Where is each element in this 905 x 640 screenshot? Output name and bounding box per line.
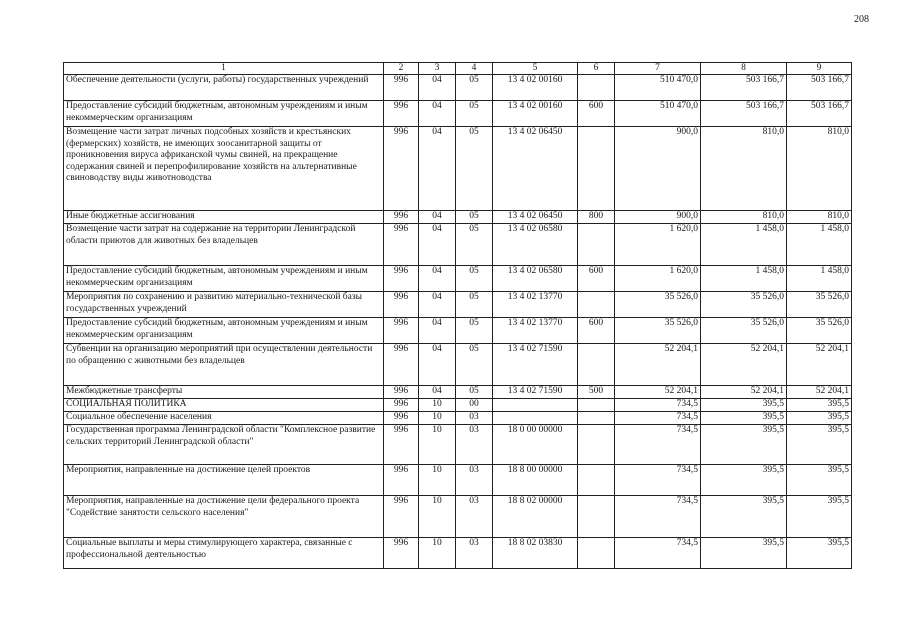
cell-col-year-2: 395,5 bbox=[701, 465, 787, 496]
cell-col-year-1: 1 620,0 bbox=[615, 266, 701, 292]
cell-col-subsection: 03 bbox=[456, 465, 493, 496]
cell-col-year-2: 395,5 bbox=[701, 412, 787, 425]
cell-col-subsection: 05 bbox=[456, 344, 493, 386]
header-col-year-3: 9 bbox=[787, 63, 852, 75]
cell-col-subsection: 05 bbox=[456, 127, 493, 211]
cell-col-year-1: 734,5 bbox=[615, 399, 701, 412]
cell-col-subsection: 03 bbox=[456, 496, 493, 538]
table-body bbox=[64, 75, 852, 569]
cell-col-year-2: 395,5 bbox=[701, 496, 787, 538]
cell-col-name: Мероприятия по сохранению и развитию материально-технической базы государственных учреждений bbox=[64, 292, 384, 318]
cell-col-name: Мероприятия, направленные на достижение целей проектов bbox=[64, 465, 384, 496]
cell-col-target-article: 13 4 02 06580 bbox=[493, 224, 578, 266]
cell-col-subsection: 05 bbox=[456, 211, 493, 224]
table-row bbox=[64, 266, 852, 292]
cell-col-year-3: 35 526,0 bbox=[787, 318, 852, 344]
cell-col-year-3: 52 204,1 bbox=[787, 386, 852, 399]
cell-col-year-3: 35 526,0 bbox=[787, 292, 852, 318]
header-col-name: 1 bbox=[64, 63, 384, 75]
cell-col-section: 04 bbox=[419, 211, 456, 224]
cell-col-section: 10 bbox=[419, 425, 456, 465]
cell-col-name: Государственная программа Ленинградской области "Комплексное развитие сельских территорий Ленинградской области" bbox=[64, 425, 384, 465]
cell-col-section: 04 bbox=[419, 386, 456, 399]
table-row bbox=[64, 425, 852, 465]
cell-col-year-1: 900,0 bbox=[615, 211, 701, 224]
cell-col-expense-type: 500 bbox=[578, 386, 615, 399]
cell-col-name: Социальные выплаты и меры стимулирующего характера, связанные с профессиональной деятельностью bbox=[64, 538, 384, 569]
cell-col-name: СОЦИАЛЬНАЯ ПОЛИТИКА bbox=[64, 399, 384, 412]
cell-col-expense-type: 600 bbox=[578, 318, 615, 344]
cell-col-expense-type bbox=[578, 399, 615, 412]
cell-col-year-1: 734,5 bbox=[615, 425, 701, 465]
cell-col-year-2: 395,5 bbox=[701, 538, 787, 569]
cell-col-ministry: 996 bbox=[384, 538, 419, 569]
cell-col-year-3: 810,0 bbox=[787, 127, 852, 211]
cell-col-subsection: 05 bbox=[456, 318, 493, 344]
cell-col-year-3: 395,5 bbox=[787, 425, 852, 465]
cell-col-target-article bbox=[493, 399, 578, 412]
table-row bbox=[64, 127, 852, 211]
cell-col-name: Иные бюджетные ассигнования bbox=[64, 211, 384, 224]
cell-col-year-3: 395,5 bbox=[787, 399, 852, 412]
cell-col-ministry: 996 bbox=[384, 344, 419, 386]
cell-col-section: 04 bbox=[419, 224, 456, 266]
cell-col-subsection: 05 bbox=[456, 224, 493, 266]
cell-col-expense-type: 600 bbox=[578, 101, 615, 127]
cell-col-year-1: 510 470,0 bbox=[615, 101, 701, 127]
cell-col-target-article: 13 4 02 00160 bbox=[493, 75, 578, 101]
header-col-expense-type: 6 bbox=[578, 63, 615, 75]
cell-col-section: 04 bbox=[419, 127, 456, 211]
cell-col-target-article bbox=[493, 412, 578, 425]
cell-col-year-2: 52 204,1 bbox=[701, 386, 787, 399]
cell-col-name: Обеспечение деятельности (услуги, работы) государственных учреждений bbox=[64, 75, 384, 101]
cell-col-subsection: 05 bbox=[456, 101, 493, 127]
cell-col-target-article: 18 8 00 00000 bbox=[493, 465, 578, 496]
cell-col-year-2: 35 526,0 bbox=[701, 292, 787, 318]
cell-col-subsection: 03 bbox=[456, 412, 493, 425]
cell-col-year-3: 395,5 bbox=[787, 496, 852, 538]
cell-col-year-1: 900,0 bbox=[615, 127, 701, 211]
cell-col-ministry: 996 bbox=[384, 425, 419, 465]
cell-col-ministry: 996 bbox=[384, 496, 419, 538]
header-row bbox=[64, 63, 852, 75]
cell-col-target-article: 13 4 02 00160 bbox=[493, 101, 578, 127]
cell-col-year-3: 395,5 bbox=[787, 538, 852, 569]
page-number: 208 bbox=[854, 14, 869, 25]
table-row bbox=[64, 344, 852, 386]
cell-col-year-3: 1 458,0 bbox=[787, 266, 852, 292]
cell-col-year-2: 1 458,0 bbox=[701, 224, 787, 266]
cell-col-expense-type bbox=[578, 496, 615, 538]
cell-col-subsection: 03 bbox=[456, 425, 493, 465]
cell-col-ministry: 996 bbox=[384, 399, 419, 412]
cell-col-expense-type bbox=[578, 344, 615, 386]
cell-col-expense-type: 800 bbox=[578, 211, 615, 224]
header-col-subsection: 4 bbox=[456, 63, 493, 75]
cell-col-subsection: 05 bbox=[456, 386, 493, 399]
cell-col-year-1: 510 470,0 bbox=[615, 75, 701, 101]
cell-col-target-article: 18 0 00 00000 bbox=[493, 425, 578, 465]
table-row bbox=[64, 386, 852, 399]
cell-col-ministry: 996 bbox=[384, 224, 419, 266]
table-row bbox=[64, 75, 852, 101]
cell-col-ministry: 996 bbox=[384, 211, 419, 224]
cell-col-year-1: 52 204,1 bbox=[615, 344, 701, 386]
cell-col-target-article: 18 8 02 03830 bbox=[493, 538, 578, 569]
cell-col-section: 10 bbox=[419, 538, 456, 569]
cell-col-section: 04 bbox=[419, 292, 456, 318]
cell-col-year-3: 52 204,1 bbox=[787, 344, 852, 386]
table-row bbox=[64, 465, 852, 496]
cell-col-year-3: 1 458,0 bbox=[787, 224, 852, 266]
table-row bbox=[64, 412, 852, 425]
header-col-ministry: 2 bbox=[384, 63, 419, 75]
cell-col-ministry: 996 bbox=[384, 386, 419, 399]
cell-col-target-article: 13 4 02 06450 bbox=[493, 127, 578, 211]
cell-col-subsection: 05 bbox=[456, 75, 493, 101]
cell-col-section: 04 bbox=[419, 75, 456, 101]
header-col-section: 3 bbox=[419, 63, 456, 75]
cell-col-name: Предоставление субсидий бюджетным, автономным учреждениям и иным некоммерческим организациям bbox=[64, 266, 384, 292]
cell-col-section: 04 bbox=[419, 101, 456, 127]
cell-col-subsection: 00 bbox=[456, 399, 493, 412]
cell-col-ministry: 996 bbox=[384, 75, 419, 101]
cell-col-name: Межбюджетные трансферты bbox=[64, 386, 384, 399]
cell-col-expense-type bbox=[578, 465, 615, 496]
budget-table bbox=[63, 62, 852, 569]
cell-col-year-1: 734,5 bbox=[615, 496, 701, 538]
cell-col-name: Возмещение части затрат личных подсобных хозяйств и крестьянских (фермерских) хозяйств, не имеющих зоосанитарной защиты от проникновения вируса африканской чумы свиней, на прекращение содержания свиней и перепрофилирование хозяйств на альтернативные свиноводству виды животноводства bbox=[64, 127, 384, 211]
cell-col-section: 04 bbox=[419, 318, 456, 344]
cell-col-year-2: 395,5 bbox=[701, 425, 787, 465]
cell-col-year-1: 35 526,0 bbox=[615, 318, 701, 344]
cell-col-section: 10 bbox=[419, 496, 456, 538]
cell-col-year-3: 503 166,7 bbox=[787, 75, 852, 101]
cell-col-subsection: 05 bbox=[456, 292, 493, 318]
cell-col-expense-type bbox=[578, 412, 615, 425]
cell-col-expense-type: 600 bbox=[578, 266, 615, 292]
cell-col-year-2: 810,0 bbox=[701, 127, 787, 211]
cell-col-name: Предоставление субсидий бюджетным, автономным учреждениям и иным некоммерческим организациям bbox=[64, 318, 384, 344]
cell-col-year-3: 395,5 bbox=[787, 465, 852, 496]
cell-col-target-article: 13 4 02 71590 bbox=[493, 386, 578, 399]
header-col-year-2: 8 bbox=[701, 63, 787, 75]
cell-col-target-article: 13 4 02 06450 bbox=[493, 211, 578, 224]
cell-col-ministry: 996 bbox=[384, 465, 419, 496]
cell-col-year-2: 395,5 bbox=[701, 399, 787, 412]
table-row bbox=[64, 101, 852, 127]
cell-col-year-1: 734,5 bbox=[615, 538, 701, 569]
cell-col-subsection: 03 bbox=[456, 538, 493, 569]
cell-col-target-article: 13 4 02 06580 bbox=[493, 266, 578, 292]
cell-col-expense-type bbox=[578, 292, 615, 318]
cell-col-section: 10 bbox=[419, 412, 456, 425]
cell-col-year-2: 810,0 bbox=[701, 211, 787, 224]
table-row bbox=[64, 224, 852, 266]
header-col-target-article: 5 bbox=[493, 63, 578, 75]
cell-col-year-1: 734,5 bbox=[615, 465, 701, 496]
cell-col-expense-type bbox=[578, 425, 615, 465]
cell-col-year-1: 1 620,0 bbox=[615, 224, 701, 266]
cell-col-name: Предоставление субсидий бюджетным, автономным учреждениям и иным некоммерческим организациям bbox=[64, 101, 384, 127]
cell-col-ministry: 996 bbox=[384, 412, 419, 425]
cell-col-ministry: 996 bbox=[384, 318, 419, 344]
cell-col-ministry: 996 bbox=[384, 101, 419, 127]
cell-col-name: Социальное обеспечение населения bbox=[64, 412, 384, 425]
cell-col-ministry: 996 bbox=[384, 292, 419, 318]
table-row bbox=[64, 318, 852, 344]
table-row bbox=[64, 292, 852, 318]
cell-col-year-3: 503 166,7 bbox=[787, 101, 852, 127]
cell-col-name: Возмещение части затрат на содержание на территории Ленинградской области приютов для животных без владельцев bbox=[64, 224, 384, 266]
cell-col-target-article: 13 4 02 13770 bbox=[493, 318, 578, 344]
cell-col-year-1: 734,5 bbox=[615, 412, 701, 425]
cell-col-year-2: 1 458,0 bbox=[701, 266, 787, 292]
cell-col-name: Субвенции на организацию мероприятий при осуществлении деятельности по обращению с животными без владельцев bbox=[64, 344, 384, 386]
cell-col-year-3: 810,0 bbox=[787, 211, 852, 224]
cell-col-year-2: 503 166,7 bbox=[701, 75, 787, 101]
cell-col-expense-type bbox=[578, 75, 615, 101]
header-col-year-1: 7 bbox=[615, 63, 701, 75]
table-row bbox=[64, 496, 852, 538]
cell-col-ministry: 996 bbox=[384, 266, 419, 292]
cell-col-year-2: 52 204,1 bbox=[701, 344, 787, 386]
cell-col-target-article: 13 4 02 71590 bbox=[493, 344, 578, 386]
cell-col-target-article: 18 8 02 00000 bbox=[493, 496, 578, 538]
cell-col-expense-type bbox=[578, 224, 615, 266]
cell-col-subsection: 05 bbox=[456, 266, 493, 292]
cell-col-section: 04 bbox=[419, 266, 456, 292]
cell-col-target-article: 13 4 02 13770 bbox=[493, 292, 578, 318]
cell-col-name: Мероприятия, направленные на достижение цели федерального проекта "Содействие занятости сельского населения" bbox=[64, 496, 384, 538]
cell-col-year-3: 395,5 bbox=[787, 412, 852, 425]
table-row bbox=[64, 538, 852, 569]
cell-col-expense-type bbox=[578, 127, 615, 211]
cell-col-expense-type bbox=[578, 538, 615, 569]
cell-col-year-1: 52 204,1 bbox=[615, 386, 701, 399]
cell-col-year-2: 503 166,7 bbox=[701, 101, 787, 127]
cell-col-section: 04 bbox=[419, 344, 456, 386]
table-row bbox=[64, 211, 852, 224]
cell-col-section: 10 bbox=[419, 465, 456, 496]
cell-col-year-1: 35 526,0 bbox=[615, 292, 701, 318]
cell-col-year-2: 35 526,0 bbox=[701, 318, 787, 344]
table-row bbox=[64, 399, 852, 412]
cell-col-ministry: 996 bbox=[384, 127, 419, 211]
cell-col-section: 10 bbox=[419, 399, 456, 412]
